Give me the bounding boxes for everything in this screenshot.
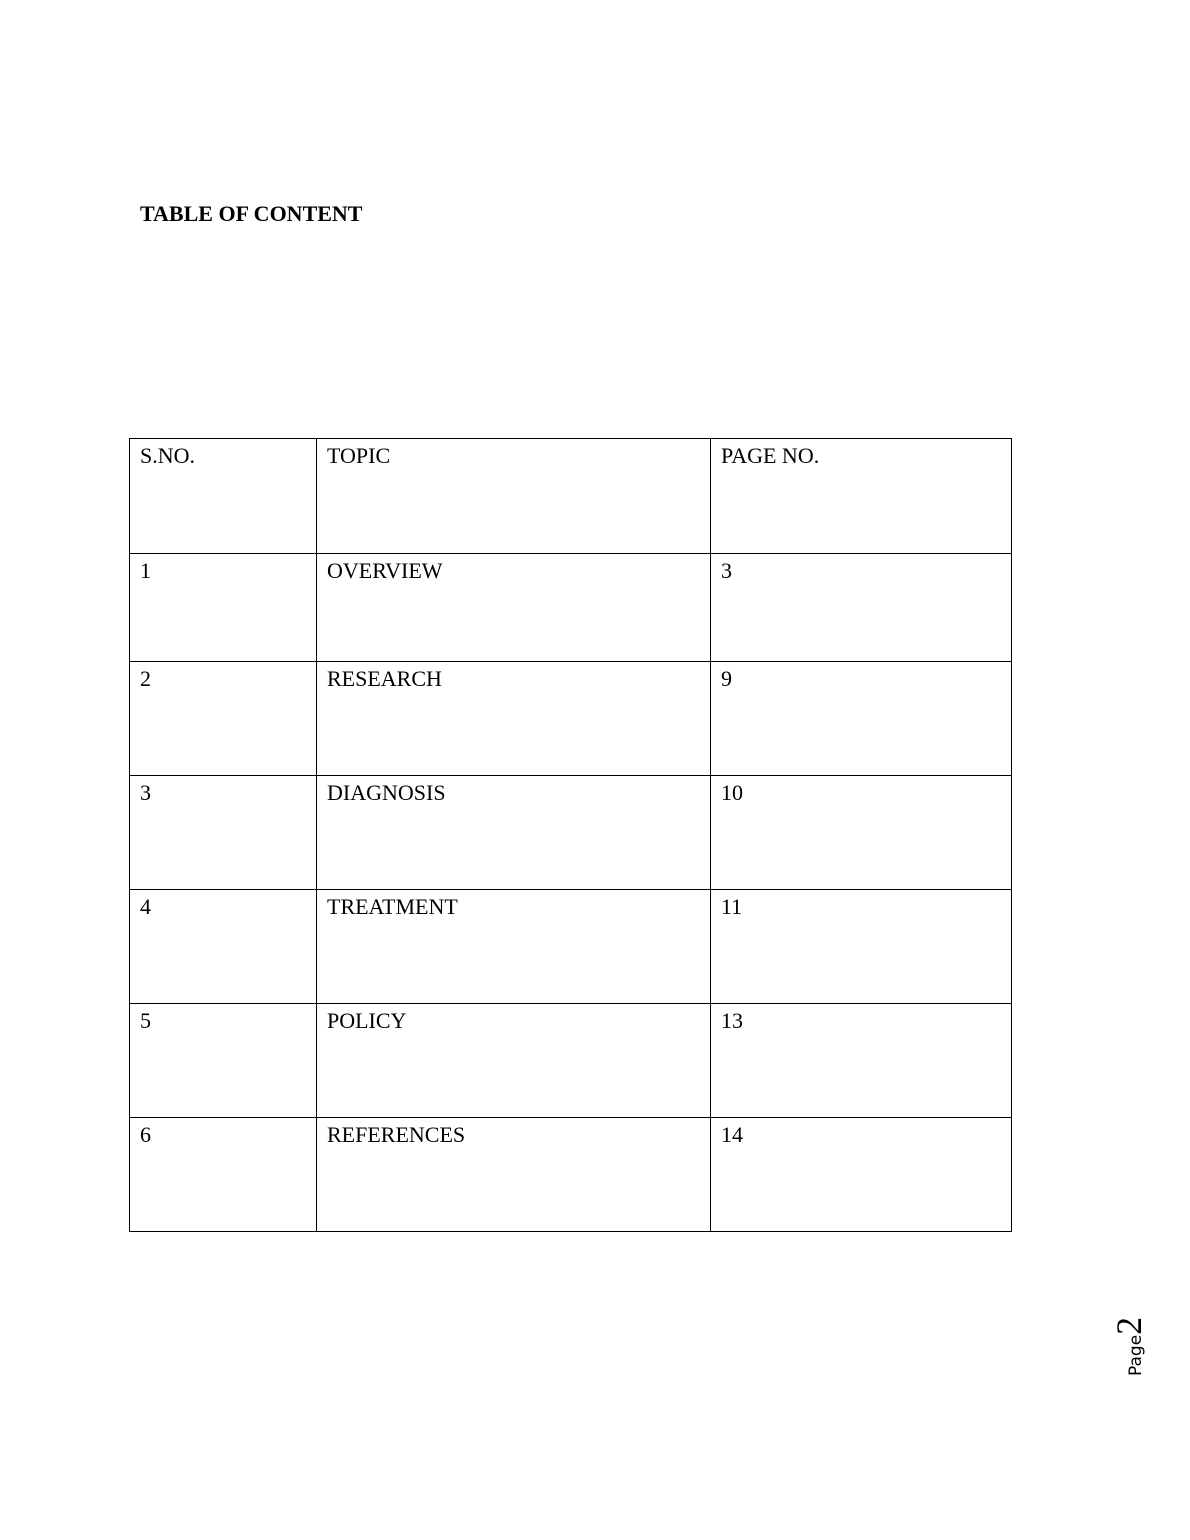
row-sno: 6 [130, 1118, 317, 1232]
row-sno: 2 [130, 662, 317, 776]
table-row [130, 776, 1012, 890]
page-number: 2 [1109, 1316, 1149, 1335]
table-row [130, 1118, 1012, 1232]
row-topic: POLICY [317, 1004, 711, 1118]
row-page-no: 13 [711, 1004, 1012, 1118]
row-sno: 1 [130, 554, 317, 662]
row-page-no: 9 [711, 662, 1012, 776]
header-topic: TOPIC [317, 439, 711, 554]
row-page-no: 11 [711, 890, 1012, 1004]
toc-table [129, 438, 1012, 1232]
table-row [130, 890, 1012, 1004]
page-title: TABLE OF CONTENT [140, 201, 363, 226]
table-header-row [130, 439, 1012, 554]
row-topic: TREATMENT [317, 890, 711, 1004]
page-number-marker [1108, 1316, 1188, 1376]
page-label: Page [1126, 1334, 1146, 1376]
row-topic: OVERVIEW [317, 554, 711, 662]
row-page-no: 10 [711, 776, 1012, 890]
row-topic: RESEARCH [317, 662, 711, 776]
row-sno: 4 [130, 890, 317, 1004]
table-row [130, 554, 1012, 662]
row-page-no: 3 [711, 554, 1012, 662]
row-topic: DIAGNOSIS [317, 776, 711, 890]
row-sno: 5 [130, 1004, 317, 1118]
table-row [130, 662, 1012, 776]
row-sno: 3 [130, 776, 317, 890]
row-topic: REFERENCES [317, 1118, 711, 1232]
row-page-no: 14 [711, 1118, 1012, 1232]
header-sno: S.NO. [130, 439, 317, 554]
header-page-no: PAGE NO. [711, 439, 1012, 554]
table-row [130, 1004, 1012, 1118]
